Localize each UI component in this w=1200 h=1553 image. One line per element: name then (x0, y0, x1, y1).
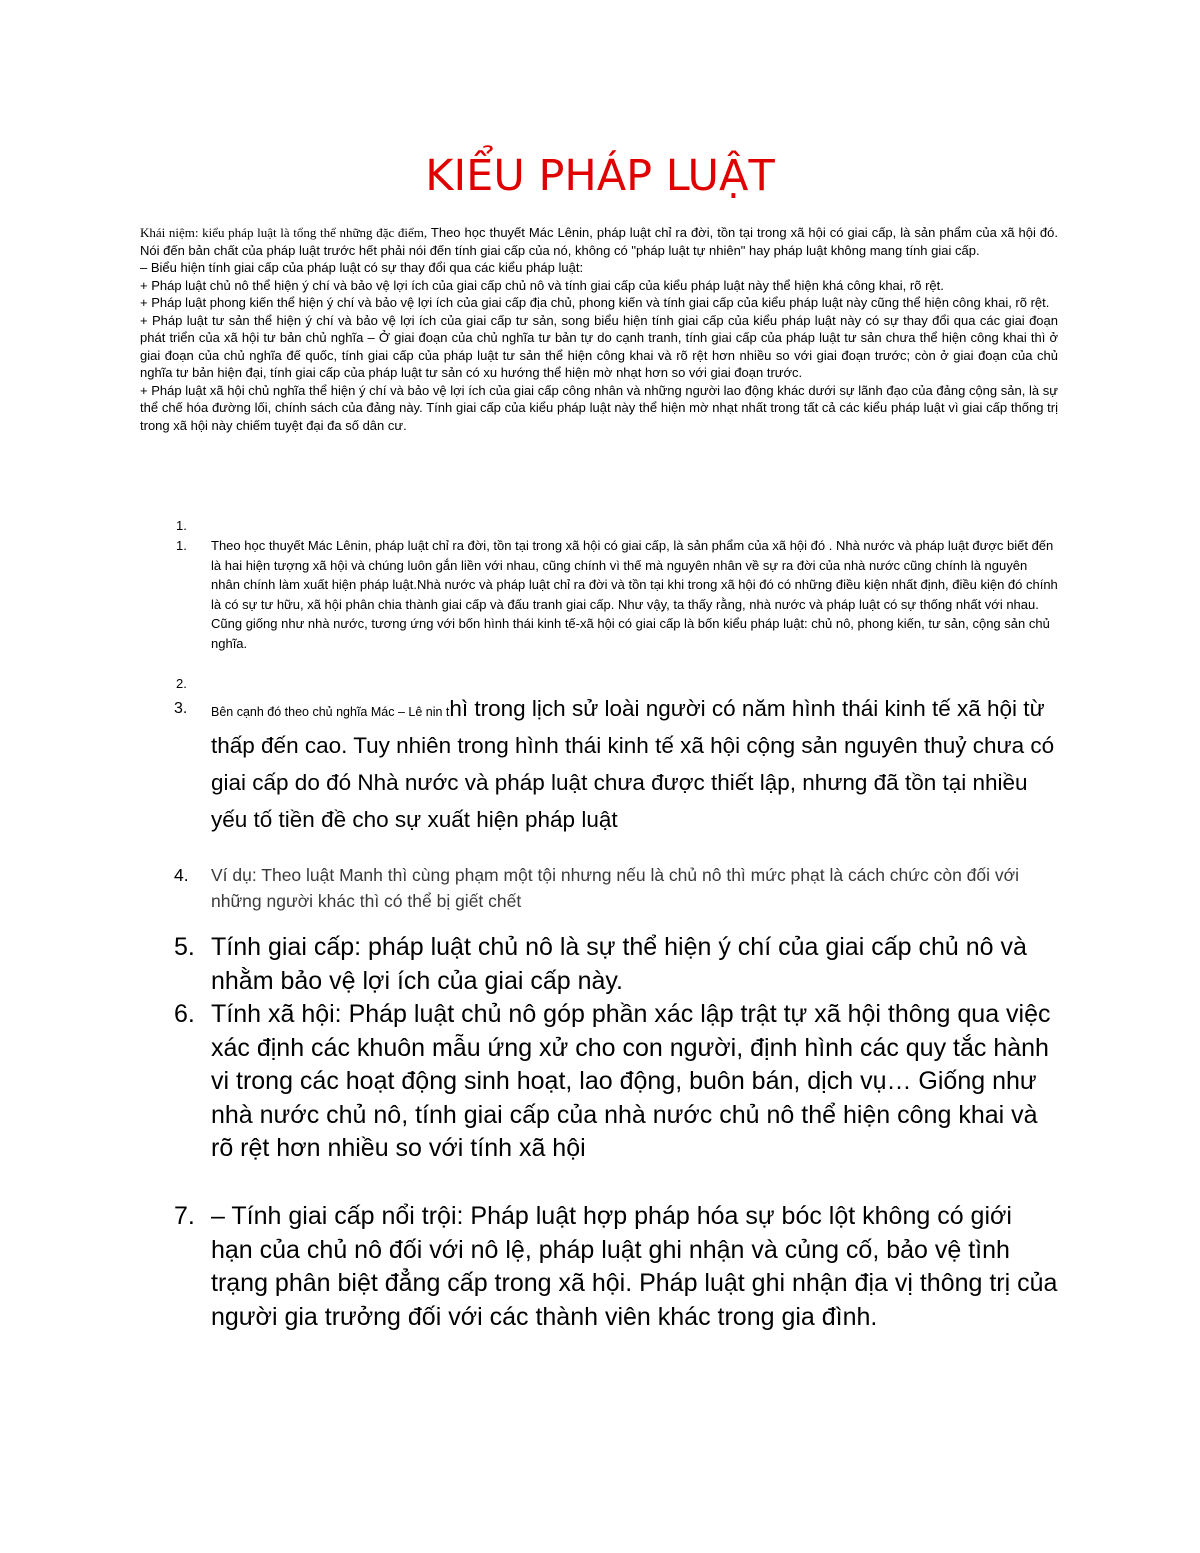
list-number: 5. (174, 933, 195, 961)
list-item (176, 674, 1058, 694)
list-item (176, 516, 1058, 536)
list-number: 1. (176, 518, 187, 533)
page-title: KIỂU PHÁP LUẬT (425, 151, 775, 201)
list-number: 3. (174, 700, 188, 717)
list-item (174, 862, 1058, 914)
list-text-large: hì trong lịch sử loài người có năm hình thái kinh tế xã hội từ thấp đến cao. Tuy nhiên trong hình thái kinh tế xã hội cộng sản nguyên thuỷ chưa có giai cấp do đó Nhà nước và pháp luật chưa được thiết lập, nhưng đã tồn tại nhiều yếu tố tiền đề cho sự xuất hiện pháp luật (211, 696, 1055, 832)
intro-section (140, 224, 1058, 434)
list-item (174, 931, 1058, 998)
intro-line: + Pháp luật tư sản thể hiện ý chí và bảo vệ lợi ích của giai cấp tư sản, song biểu hiện tính giai cấp của kiểu pháp luật này có sự thay đổi qua các giai đoạn phát triển của xã hội tư bản chủ nghĩa – Ở giai đoạn của chủ nghĩa tư bản tự do cạnh tranh, tính giai cấp của pháp luật tư sản chưa thể hiện công khai thì ở giai đoạn của chủ nghĩa đế quốc, tính giai cấp của pháp luật tư sản thể hiện công khai và rõ rệt hơn nhiều so với giai đoạn trước; còn ở giai đoạn của chủ nghĩa tư bản hiện đại, tính giai cấp của pháp luật tư sản có xu hướng thể hiện mờ nhạt hơn so với giai đoạn trước. (140, 312, 1058, 380)
list-text-small: Bên cạnh đó theo chủ nghĩa Mác – Lê nin t (211, 705, 450, 719)
intro-line: + Pháp luật chủ nô thể hiện ý chí và bảo vệ lợi ích của giai cấp chủ nô và tính giai cấp của kiểu pháp luật này thể hiện khá công khai, rõ rệt. (140, 277, 944, 293)
list-item (174, 998, 1058, 1166)
list-number: 6. (174, 1000, 195, 1028)
list-number: 2. (176, 676, 187, 691)
intro-line: + Pháp luật xã hội chủ nghĩa thể hiện ý chí và bảo vệ lợi ích của giai cấp công nhân và những người lao động khác dưới sự lãnh đạo của đảng cộng sản, là sự thể chế hóa đường lối, chính sách của đảng này. Tính giai cấp của kiểu pháp luật này thể hiện mờ nhạt nhất trong tất cả các kiểu pháp luật vì giai cấp thống trị trong xã hội này chiếm tuyệt đại đa số dân cư. (140, 382, 1058, 433)
list-item (174, 692, 1058, 840)
list-item (174, 1200, 1058, 1334)
list-number: 4. (174, 865, 189, 885)
list-item (176, 536, 1058, 653)
intro-paragraph (140, 224, 1058, 259)
intro-line: – Biểu hiện tính giai cấp của pháp luật có sự thay đổi qua các kiểu pháp luật: (140, 260, 584, 275)
concept-lead: Khái niệm: kiểu pháp luật là tổng thể những đặc điểm, (140, 225, 428, 240)
list-number: 7. (174, 1202, 195, 1230)
concept-text: Theo học thuyết Mác Lênin, pháp luật chỉ ra đời, tồn tại trong xã hội có giai cấp, là sản phẩm của xã hội đó. Nói đến bản chất của pháp luật trước hết phải nói đến tính giai cấp của nó, không có "pháp luật tự nhiên" hay pháp luật không mang tính giai cấp. (140, 225, 1058, 258)
list-text: Tính giai cấp: pháp luật chủ nô là sự thể hiện ý chí của giai cấp chủ nô và nhằm bảo vệ lợi ích của giai cấp này. (211, 933, 1027, 995)
intro-line: + Pháp luật phong kiến thể hiện ý chí và bảo vệ lợi ích của giai cấp địa chủ, phong kiến và tính giai cấp của kiểu pháp luật này cũng thể hiện công khai, rõ rệt. (140, 295, 1050, 310)
example-text: Ví dụ: Theo luật Manh thì cùng phạm một tội nhưng nếu là chủ nô thì mức phạt là cách chức còn đối với những người khác thì có thể bị giết chết (211, 865, 1020, 911)
list-text: Theo học thuyết Mác Lênin, pháp luật chỉ ra đời, tồn tại trong xã hội có giai cấp, là sản phẩm của xã hội đó . Nhà nước và pháp luật được biết đến là hai hiện tượng xã hội và chúng luôn gắn liền với nhau, cũng chính vì thế mà nguyên nhân về sự ra đời của nhà nước cũng chính là nguyên nhân chính làm xuất hiện pháp luật.Nhà nước và pháp luật chỉ ra đời và tồn tại khi trong xã hội đó có những điều kiện nhất định, điều kiện đó chính là có sự tư hữu, xã hội phân chia thành giai cấp và đấu tranh giai cấp. Như vậy, ta thấy rằng, nhà nước và pháp luật có sự thống nhất với nhau. Cũng giống như nhà nước, tương ứng với bốn hình thái kinh tế-xã hội có giai cấp là bốn kiểu pháp luật: chủ nô, phong kiến, tư sản, cộng sản chủ nghĩa. (211, 538, 1058, 651)
list-text: Tính xã hội: Pháp luật chủ nô góp phần xác lập trật tự xã hội thông qua việc xác định các khuôn mẫu ứng xử cho con người, định hình các quy tắc hành vi trong các hoạt động sinh hoạt, lao động, buôn bán, dịch vụ… Giống như nhà nước chủ nô, tính giai cấp của nhà nước chủ nô thể hiện công khai và rõ rệt hơn nhiều so với tính xã hội (211, 1000, 1051, 1162)
list-text: – Tính giai cấp nổi trội: Pháp luật hợp pháp hóa sự bóc lột không có giới hạn của chủ nô đối với nô lệ, pháp luật ghi nhận và củng cố, bảo vệ tình trạng phân biệt đẳng cấp trong xã hội. Pháp luật ghi nhận địa vị thông trị của người gia trưởng đối với các thành viên khác trong gia đình. (211, 1202, 1058, 1331)
list-number: 1. (176, 538, 187, 553)
list-text (211, 692, 1058, 840)
